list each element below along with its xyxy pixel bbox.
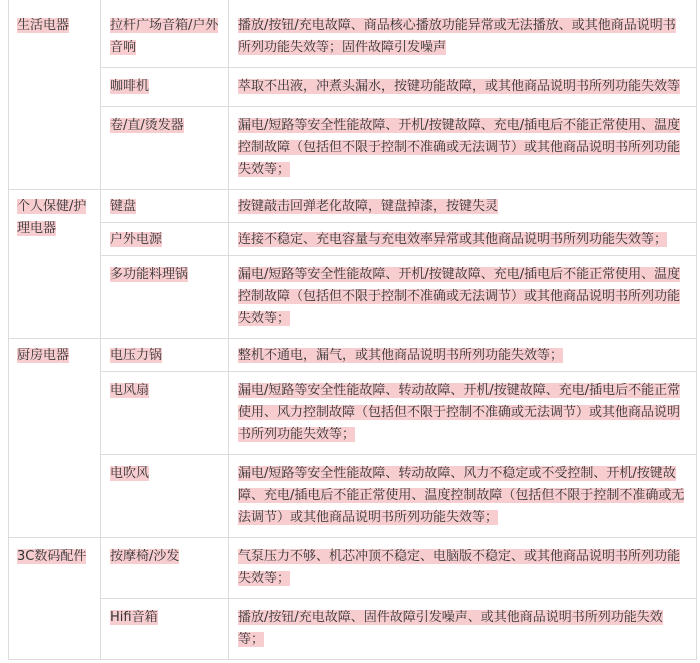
category-cell xyxy=(9,339,101,538)
table-row xyxy=(9,190,697,223)
description-text: 连接不稳定、充电容量与充电效率异常或其他商品说明书所列功能失效等； xyxy=(238,232,668,247)
table-row xyxy=(9,68,697,107)
description-text: 播放/按钮/充电故障、固件故障引发噪声、或其他商品说明书所列功能失效等； xyxy=(238,610,663,647)
category-cell xyxy=(9,190,101,339)
category-cell xyxy=(9,0,101,190)
table-row xyxy=(9,599,697,660)
table-row xyxy=(9,0,697,68)
description-cell xyxy=(229,599,697,660)
category-label: 3C数码配件 xyxy=(17,549,87,564)
category-label: 生活电器 xyxy=(17,18,70,33)
product-cell xyxy=(101,68,229,107)
product-cell xyxy=(101,599,229,660)
product-cell xyxy=(101,223,229,256)
product-label: 卷/直/烫发器 xyxy=(110,118,184,133)
description-cell xyxy=(229,256,697,339)
product-label: 咖啡机 xyxy=(110,79,150,94)
product-cell xyxy=(101,372,229,455)
product-cell xyxy=(101,339,229,372)
description-text: 整机不通电，漏气，或其他商品说明书所列功能失效等； xyxy=(238,348,564,363)
product-cell xyxy=(101,538,229,599)
description-text: 漏电/短路等安全性能故障、开机/按键故障、充电/插电后不能正常使用、温度控制故障（包括但不限于控制不准确或无法调节）或其他商品说明书所列功能失效等； xyxy=(238,267,681,326)
description-text: 萃取不出液，冲煮头漏水，按键功能故障，或其他商品说明书所列功能失效等 xyxy=(238,79,681,94)
product-cell xyxy=(101,190,229,223)
description-cell xyxy=(229,107,697,190)
table-row xyxy=(9,107,697,190)
warranty-fault-table xyxy=(8,0,697,660)
product-label: 拉杆广场音箱/户外音响 xyxy=(110,18,219,55)
product-label: 按摩椅/沙发 xyxy=(110,549,180,564)
description-cell xyxy=(229,339,697,372)
table-row xyxy=(9,455,697,538)
table-row xyxy=(9,339,697,372)
category-label: 个人保健/护理电器 xyxy=(17,199,87,236)
description-text: 漏电/短路等安全性能故障、转动故障、开机/按键故障、充电/插电后不能正常使用、风力控制故障（包括但不限于控制不准确或无法调节）或其他商品说明书所列功能失效等； xyxy=(238,383,681,442)
description-text: 气泵压力不够、机芯冲顶不稳定、电脑版不稳定、或其他商品说明书所列功能失效等； xyxy=(238,549,681,586)
description-cell xyxy=(229,372,697,455)
product-label: 多功能料理锅 xyxy=(110,267,189,282)
description-cell xyxy=(229,223,697,256)
table-row xyxy=(9,372,697,455)
description-cell xyxy=(229,0,697,68)
product-label: 电压力锅 xyxy=(110,348,163,363)
product-label: 户外电源 xyxy=(110,232,163,247)
table-row xyxy=(9,256,697,339)
product-label: 键盘 xyxy=(110,199,137,214)
description-cell xyxy=(229,538,697,599)
product-label: Hifi音箱 xyxy=(110,610,158,625)
product-label: 电吹风 xyxy=(110,466,150,481)
product-cell xyxy=(101,256,229,339)
description-cell xyxy=(229,68,697,107)
product-label: 电风扇 xyxy=(110,383,150,398)
description-cell xyxy=(229,190,697,223)
product-cell xyxy=(101,455,229,538)
product-cell xyxy=(101,0,229,68)
description-text: 漏电/短路等安全性能故障、开机/按键故障、充电/插电后不能正常使用、温度控制故障（包括但不限于控制不准确或无法调节）或其他商品说明书所列功能失效等； xyxy=(238,118,681,177)
table-row xyxy=(9,223,697,256)
description-cell xyxy=(229,455,697,538)
table-row xyxy=(9,538,697,599)
description-text: 按键敲击回弹老化故障，键盘掉漆，按键失灵 xyxy=(238,199,499,214)
description-text: 播放/按钮/充电故障、商品核心播放功能异常或无法播放、或其他商品说明书所列功能失效等；固件故障引发噪声 xyxy=(238,18,676,55)
product-cell xyxy=(101,107,229,190)
category-cell xyxy=(9,538,101,660)
category-label: 厨房电器 xyxy=(17,348,70,363)
description-text: 漏电/短路等安全性能故障、转动故障、风力不稳定或不受控制、开机/按键故障、充电/插电后不能正常使用、温度控制故障（包括但不限于控制不准确或无法调节）或其他商品说明书所列功能失效等； xyxy=(238,466,685,525)
